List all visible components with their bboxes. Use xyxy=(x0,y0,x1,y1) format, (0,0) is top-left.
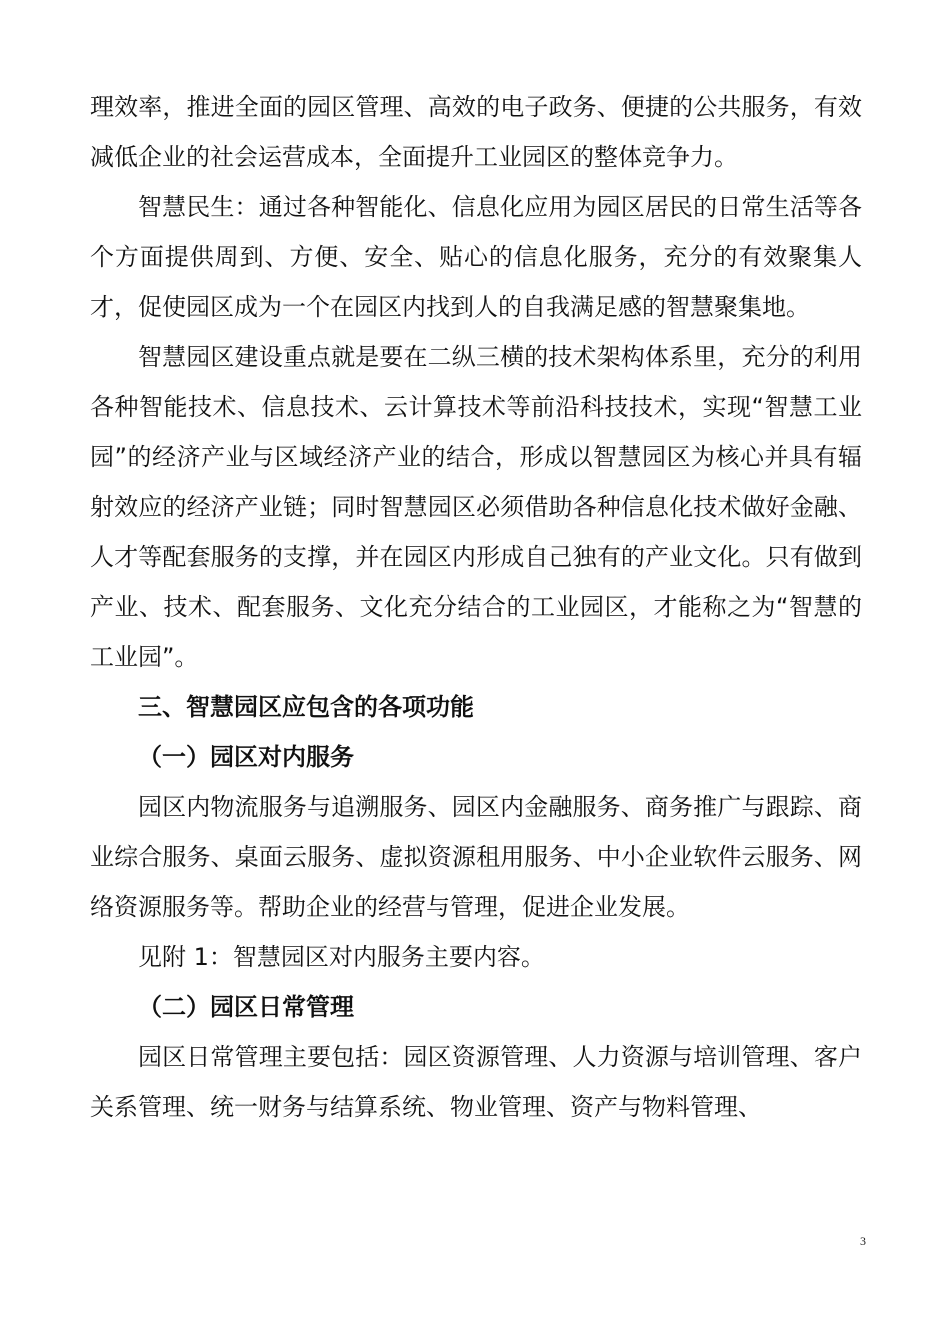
paragraph-internal-services: 园区内物流服务与追溯服务、园区内金融服务、商务推广与跟踪、商业综合服务、桌面云服务、虚拟资源租用服务、中小企业软件云服务、网络资源服务等。帮助企业的经营与管理，促进企业发展。 xyxy=(90,793,862,921)
document-body xyxy=(90,82,862,1132)
section-heading-functions: 三、智慧园区应包含的各项功能 xyxy=(138,693,474,721)
subsection-heading-internal-services: （一）园区对内服务 xyxy=(138,743,354,771)
subsection-heading-daily-management: （二）园区日常管理 xyxy=(138,993,354,1021)
paragraph-smart-livelihood: 智慧民生：通过各种智能化、信息化应用为园区居民的日常生活等各个方面提供周到、方便、安全、贴心的信息化服务，充分的有效聚集人才，促使园区成为一个在园区内找到人的自我满足感的智慧聚集地。 xyxy=(90,193,862,321)
paragraph-construction-focus: 智慧园区建设重点就是要在二纵三横的技术架构体系里，充分的利用各种智能技术、信息技术、云计算技术等前沿科技技术，实现“智慧工业园”的经济产业与区域经济产业的结合，形成以智慧园区为核心并具有辐射效应的经济产业链；同时智慧园区必须借助各种信息化技术做好金融、人才等配套服务的支撑，并在园区内形成自己独有的产业文化。只有做到产业、技术、配套服务、文化充分结合的工业园区，才能称之为“智慧的工业园”。 xyxy=(90,343,862,671)
paragraph-continuation: 理效率，推进全面的园区管理、高效的电子政务、便捷的公共服务，有效减低企业的社会运营成本，全面提升工业园区的整体竞争力。 xyxy=(90,93,862,171)
paragraph-daily-management: 园区日常管理主要包括：园区资源管理、人力资源与培训管理、客户关系管理、统一财务与结算系统、物业管理、资产与物料管理、 xyxy=(90,1043,862,1121)
page-number: 3 xyxy=(860,1234,866,1248)
paragraph-appendix-reference: 见附 1：智慧园区对内服务主要内容。 xyxy=(138,943,545,971)
